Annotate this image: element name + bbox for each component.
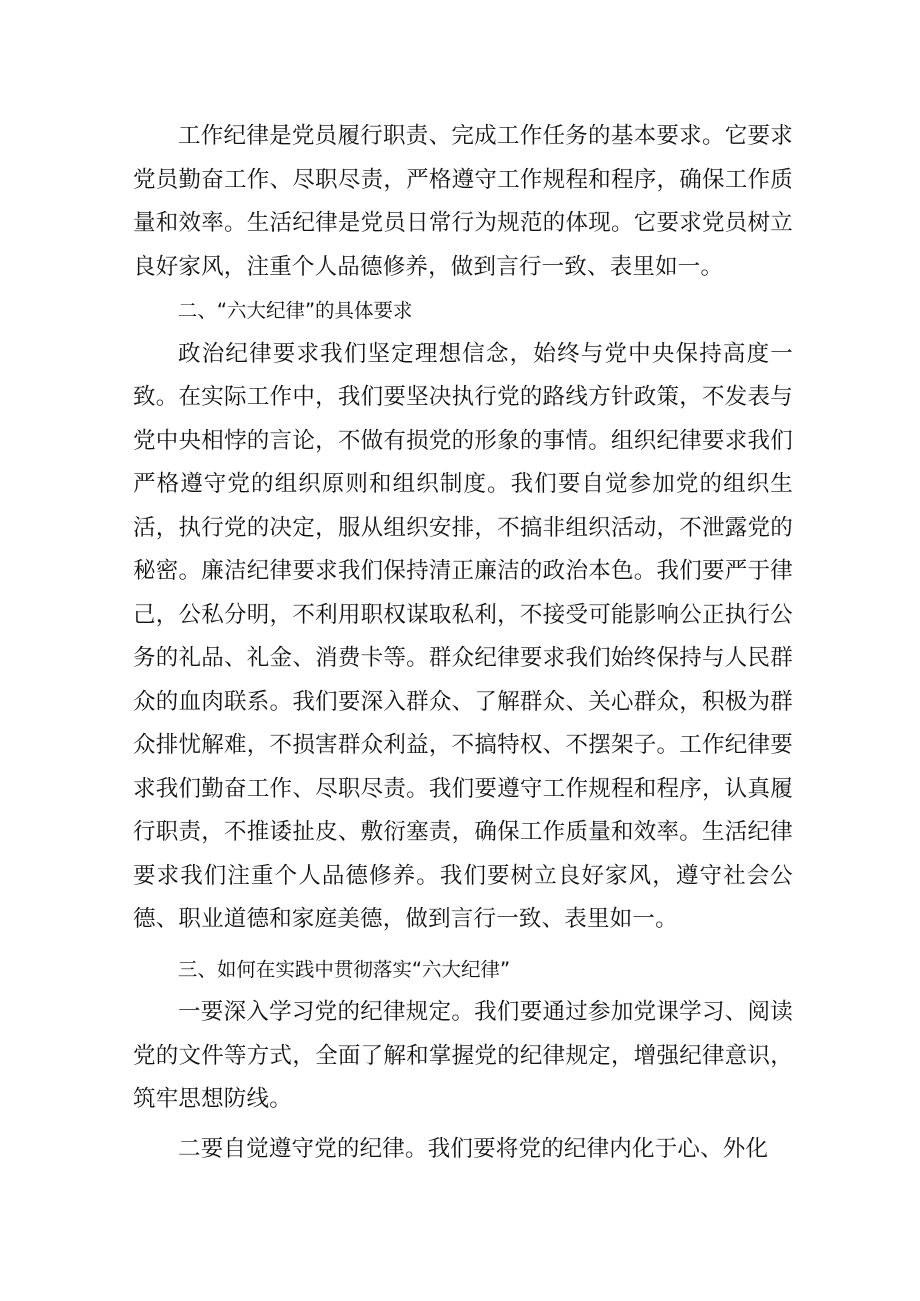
- document-body: [133, 115, 793, 1171]
- paragraph-six-disciplines-requirements: 政治纪律要求我们坚定理想信念，始终与党中央保持高度一致。在实际工作中，我们要坚决执行党的路线方针政策，不发表与党中央相悖的言论，不做有损党的形象的事情。组织纪律要求我们严格遵守党的组织原则和组织制度。我们要自觉参加党的组织生活，执行党的决定，服从组织安排，不搞非组织活动，不泄露党的秘密。廉洁纪律要求我们保持清正廉洁的政治本色。我们要严于律己，公私分明，不利用职权谋取私利，不接受可能影响公正执行公务的礼品、礼金、消费卡等。群众纪律要求我们始终保持与人民群众的血肉联系。我们要深入群众、了解群众、关心群众，积极为群众排忧解难，不损害群众利益，不搞特权、不摆架子。工作纪律要求我们勤奋工作、尽职尽责。我们要遵守工作规程和程序，认真履行职责，不推诿扯皮、敷衍塞责，确保工作质量和效率。生活纪律要求我们注重个人品德修养。我们要树立良好家风，遵守社会公德、职业道德和家庭美德，做到言行一致、表里如一。: [133, 340, 793, 932]
- section-heading-3: 三、如何在实践中贯彻落实“六大纪律”: [177, 957, 511, 981]
- section-heading-2: 二、“六大纪律”的具体要求: [177, 299, 413, 322]
- paragraph-study-discipline: 一要深入学习党的纪律规定。我们要通过参加党课学习、阅读党的文件等方式，全面了解和掌握党的纪律规定，增强纪律意识，筑牢思想防线。: [133, 999, 793, 1112]
- paragraph-work-life-discipline: 工作纪律是党员履行职责、完成工作任务的基本要求。它要求党员勤奋工作、尽职尽责，严格遵守工作规程和程序，确保工作质量和效率。生活纪律是党员日常行为规范的体现。它要求党员树立良好家风，注重个人品德修养，做到言行一致、表里如一。: [133, 123, 793, 280]
- paragraph-observe-discipline: 二要自觉遵守党的纪律。我们要将党的纪律内化于心、外化: [178, 1135, 769, 1162]
